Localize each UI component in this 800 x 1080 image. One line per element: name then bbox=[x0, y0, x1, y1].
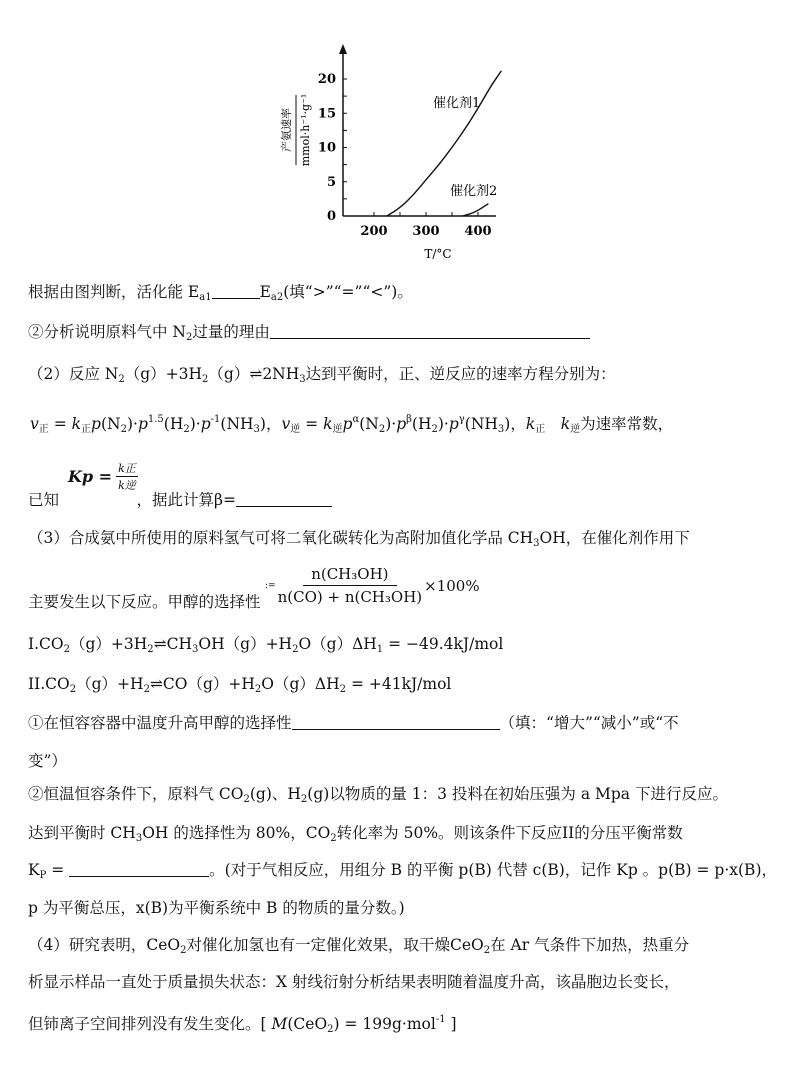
text-segment: -1 bbox=[435, 1014, 446, 1025]
text-segment: (CeO bbox=[287, 1015, 328, 1033]
text-segment: v bbox=[30, 415, 39, 433]
text-line-selectivity bbox=[28, 592, 261, 612]
text-segment: 2 bbox=[254, 684, 262, 695]
text-segment: (填“>”“=”“<”)。 bbox=[283, 283, 413, 301]
text-segment: 在 Ar 气条件下加热，热重分 bbox=[490, 936, 690, 954]
text-segment: (H bbox=[163, 415, 184, 433]
x-tick-label: 300 bbox=[412, 224, 440, 239]
kp-formula bbox=[68, 460, 138, 493]
answer-blank[interactable] bbox=[236, 490, 332, 507]
text-segment: (NH bbox=[464, 415, 498, 433]
text-segment: (H bbox=[411, 415, 432, 433]
selectivity-denominator: n(CO) + n(CH₃OH) bbox=[277, 588, 423, 606]
x-tick-label: 400 bbox=[464, 224, 492, 239]
text-segment: 2 bbox=[378, 424, 386, 435]
text-segment: （3）合成氨中所使用的原料氢气可将二氧化碳转化为高附加值化学品 CH bbox=[28, 529, 534, 547]
text-segment: M bbox=[271, 1015, 288, 1033]
text-line-rate-equations bbox=[30, 410, 673, 440]
text-segment: 正 bbox=[535, 424, 546, 435]
text-segment: 3 bbox=[192, 644, 199, 655]
text-segment: a2 bbox=[270, 292, 284, 303]
text-line-reaction-2 bbox=[28, 674, 451, 700]
text-segment: （填：“增大”“减小”或“不 bbox=[499, 714, 679, 732]
text-segment: p bbox=[396, 415, 407, 433]
text-segment: )， bbox=[504, 415, 526, 433]
text-segment: 对催化加氢也有一定催化效果，取干燥CeO bbox=[186, 936, 484, 954]
series-line-catalyst-2 bbox=[462, 204, 488, 216]
text-segment: = −49.4kJ/mol bbox=[383, 635, 504, 653]
text-segment: )· bbox=[437, 415, 449, 433]
text-segment: 主要发生以下反应。甲醇的选择性 bbox=[28, 593, 261, 611]
text-segment: )· bbox=[126, 415, 138, 433]
y-axis-label-top: 产氨速率 bbox=[280, 108, 293, 152]
text-line-beta bbox=[28, 490, 332, 510]
text-segment: )， bbox=[259, 415, 282, 433]
text-segment: （4）研究表明，CeO bbox=[28, 936, 181, 954]
text-segment: 逆 bbox=[290, 424, 301, 435]
text-segment: （g）+H bbox=[76, 675, 144, 693]
text-segment: v bbox=[281, 415, 291, 433]
text-segment: = bbox=[48, 415, 72, 433]
text-segment: 2 bbox=[69, 684, 77, 695]
text-segment: 2 bbox=[243, 794, 250, 805]
y-tick-label: 5 bbox=[326, 174, 336, 190]
text-segment: 2 bbox=[120, 424, 127, 435]
text-segment: 正 bbox=[81, 424, 92, 435]
text-segment: 3 bbox=[299, 374, 306, 385]
kp-numerator: k正 bbox=[118, 462, 136, 475]
text-segment: p bbox=[137, 415, 148, 433]
text-segment: 达到平衡时，正、逆反应的速率方程分别为： bbox=[305, 365, 616, 383]
text-segment: 变”） bbox=[28, 752, 67, 770]
text-segment: 。(对于气相反应，用组分 B 的平衡 p(B) 代替 c(B)，记作 Kp 。p(B) = p·x(B)， bbox=[209, 861, 777, 879]
series-label-catalyst-1: 催化剂1 bbox=[433, 96, 481, 111]
text-segment: 2 bbox=[483, 945, 491, 956]
selectivity-formula bbox=[265, 563, 480, 608]
ammonia-rate-chart bbox=[0, 0, 800, 270]
text-segment: 2 bbox=[292, 644, 299, 655]
series-label-catalyst-2: 催化剂2 bbox=[450, 184, 498, 199]
text-segment: I.CO bbox=[28, 635, 64, 653]
text-segment: E bbox=[259, 283, 271, 301]
text-segment: （2）反应 N bbox=[28, 365, 119, 383]
text-segment: )· bbox=[385, 415, 397, 433]
text-segment: 2 bbox=[183, 424, 190, 435]
text-segment: γ bbox=[458, 414, 465, 425]
answer-blank[interactable] bbox=[212, 282, 260, 299]
text-segment: OH，在催化剂作用下 bbox=[539, 529, 690, 547]
text-segment: (g)以物质的量 1：3 投料在初始压强为 a Mpa 下进行反应。 bbox=[307, 785, 728, 803]
text-segment: 但铈离子空间排列没有发生变化。[ bbox=[28, 1015, 272, 1033]
y-axis-arrow-icon bbox=[339, 44, 347, 54]
text-segment: 逆 bbox=[332, 424, 343, 435]
text-segment: 3 bbox=[135, 833, 143, 844]
selectivity-prefix: := bbox=[265, 580, 276, 591]
selectivity-numerator: n(CH₃OH) bbox=[303, 563, 396, 586]
text-segment: OH 的选择性为 80%，CO bbox=[142, 824, 331, 842]
text-segment: 达到平衡时 CH bbox=[28, 824, 136, 842]
text-segment: (NH bbox=[220, 415, 254, 433]
text-segment: k bbox=[71, 415, 82, 433]
text-segment bbox=[545, 415, 561, 433]
text-segment: = +41kJ/mol bbox=[346, 675, 452, 693]
text-segment: 2 bbox=[431, 424, 438, 435]
text-segment: p bbox=[200, 415, 211, 433]
text-segment: 3 bbox=[253, 424, 260, 435]
text-segment: k bbox=[560, 415, 571, 433]
text-line-q3-intro bbox=[28, 528, 690, 554]
text-segment: p bbox=[342, 415, 353, 433]
text-segment: p 为平衡总压，x(B)为平衡系统中 B 的物质的量分数。) bbox=[28, 899, 405, 917]
y-tick-label: 10 bbox=[317, 140, 336, 156]
text-segment: ①在恒容容器中温度升高甲醇的选择性 bbox=[28, 714, 292, 732]
text-line-reaction-1 bbox=[28, 634, 503, 660]
text-segment: 正 bbox=[38, 424, 49, 435]
text-segment: ②恒温恒容条件下，原料气 CO bbox=[28, 785, 244, 803]
text-segment: 3 bbox=[533, 538, 540, 549]
y-tick-label: 15 bbox=[317, 106, 336, 122]
text-segment: )· bbox=[189, 415, 201, 433]
text-segment: （g）+3H bbox=[124, 365, 203, 383]
selectivity-suffix: ×100% bbox=[424, 576, 480, 595]
text-segment: P bbox=[39, 870, 47, 881]
text-segment: 1 bbox=[376, 644, 384, 655]
text-segment: p bbox=[91, 415, 101, 433]
text-line-kp bbox=[28, 860, 777, 886]
text-segment: 2 bbox=[186, 332, 193, 343]
kp-denominator: k逆 bbox=[118, 479, 136, 492]
text-segment: ] bbox=[445, 1015, 457, 1033]
text-line-q4-intro bbox=[28, 935, 689, 961]
y-tick-label: 20 bbox=[317, 72, 336, 87]
text-line-q4-xray bbox=[28, 972, 679, 992]
text-segment: α bbox=[352, 414, 360, 425]
text-segment: = bbox=[46, 861, 70, 879]
text-segment: ⇌CH bbox=[153, 635, 193, 653]
text-segment: K bbox=[28, 861, 40, 879]
text-segment bbox=[59, 491, 137, 509]
text-segment: 1.5 bbox=[147, 414, 164, 425]
text-segment: 2 bbox=[180, 945, 187, 956]
kp-lhs: Kp = bbox=[68, 467, 113, 486]
text-segment: 逆 bbox=[570, 424, 581, 435]
text-segment: OH（g）+H bbox=[198, 635, 293, 653]
text-segment: a1 bbox=[199, 292, 212, 303]
text-segment: （g）+3H bbox=[70, 635, 148, 653]
text-segment: k bbox=[323, 415, 333, 433]
text-line-conditions bbox=[28, 784, 728, 810]
text-segment: k bbox=[525, 415, 536, 433]
text-segment: 2 bbox=[339, 684, 347, 695]
x-tick-label: 200 bbox=[360, 224, 388, 239]
text-segment: 析显示样品一直处于质量损失状态：X 射线衍射分析结果表明随着温度升高，该晶胞边长变长， bbox=[28, 973, 680, 991]
text-segment: ，据此计算β= bbox=[136, 491, 236, 509]
text-segment: ②分析说明原料气中 N bbox=[28, 323, 186, 341]
text-segment: 2 bbox=[63, 644, 70, 655]
text-segment: 2 bbox=[330, 833, 337, 844]
answer-blank[interactable] bbox=[69, 860, 209, 877]
text-segment: (g)、H bbox=[249, 785, 301, 803]
text-segment: 2 bbox=[143, 684, 150, 695]
answer-blank[interactable] bbox=[270, 322, 590, 339]
text-segment: (N bbox=[359, 415, 379, 433]
text-line-n2-excess bbox=[28, 322, 590, 348]
text-segment: 根据由图判断，活化能 E bbox=[28, 283, 200, 301]
text-segment: ⇌CO（g）+H bbox=[149, 675, 255, 693]
text-segment: ) = 199g·mol bbox=[333, 1015, 436, 1033]
y-tick-label: 0 bbox=[326, 209, 336, 224]
text-segment: O（g）ΔH bbox=[261, 675, 340, 693]
text-segment: = bbox=[300, 415, 324, 433]
text-line-selectivity-question-cont bbox=[28, 751, 67, 771]
text-segment: 2 bbox=[147, 644, 154, 655]
text-segment: β bbox=[406, 414, 412, 425]
text-segment: 过量的理由 bbox=[192, 323, 270, 341]
text-segment: 为速率常数， bbox=[580, 415, 674, 433]
text-segment: 2 bbox=[202, 374, 209, 385]
x-axis-label: T/°C bbox=[424, 247, 452, 261]
text-segment: (N bbox=[100, 415, 121, 433]
text-segment: O（g）ΔH bbox=[298, 635, 377, 653]
answer-blank[interactable] bbox=[292, 713, 500, 730]
text-segment: -1 bbox=[210, 414, 221, 425]
text-segment: 已知 bbox=[28, 491, 60, 509]
text-segment: 2 bbox=[118, 374, 125, 385]
text-segment: 转化率为 50%。则该条件下反应II的分压平衡常数 bbox=[336, 824, 683, 842]
text-segment: 3 bbox=[497, 424, 505, 435]
text-line-selectivity-question bbox=[28, 713, 679, 733]
text-segment: （g）⇌2NH bbox=[208, 365, 300, 383]
text-segment: p bbox=[448, 415, 459, 433]
text-line-ea-compare bbox=[28, 282, 413, 308]
y-axis-label-bottom: mmol·h⁻¹·g⁻¹ bbox=[299, 93, 312, 167]
text-segment: 2 bbox=[327, 1024, 334, 1035]
text-line-q2-reaction bbox=[28, 364, 616, 390]
text-segment: II.CO bbox=[28, 675, 70, 693]
text-line-equilibrium bbox=[28, 823, 683, 849]
text-segment: 2 bbox=[300, 794, 308, 805]
text-line-q4-molar-mass bbox=[28, 1010, 457, 1040]
text-line-kp-note bbox=[28, 898, 405, 918]
